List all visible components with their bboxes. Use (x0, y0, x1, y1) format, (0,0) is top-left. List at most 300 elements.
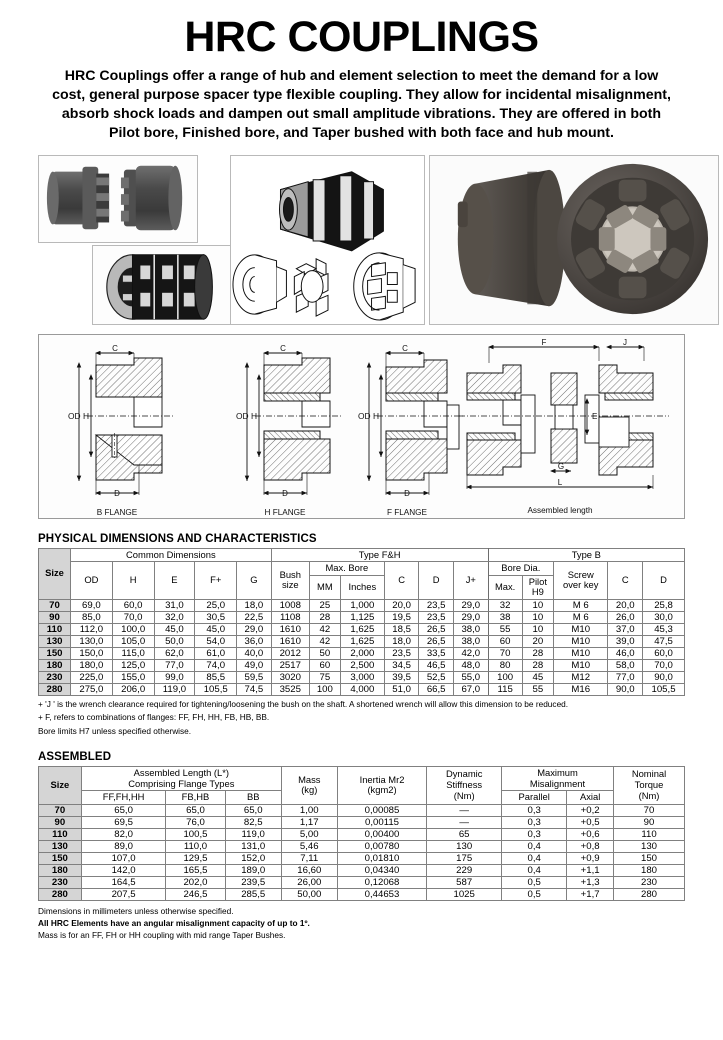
cell-torque: 230 (614, 876, 685, 888)
table-row (39, 635, 685, 647)
col-ffhh: FF,FH,HH (81, 791, 166, 805)
group-common-dimensions: Common Dimensions (71, 548, 272, 562)
col-dynamic-stiffness (427, 766, 502, 804)
cell-e: 50,0 (154, 635, 195, 647)
bush-size-line1: Bush (279, 568, 301, 580)
cell-stiff: — (427, 804, 502, 816)
cell-c: 18,5 (384, 623, 419, 635)
cell-bd: 25,8 (643, 599, 685, 611)
cell-bmax: 100 (488, 671, 522, 683)
svg-text:H FLANGE: H FLANGE (264, 507, 306, 517)
cell-fplus: 61,0 (195, 647, 237, 659)
cell-inertia: 0,00085 (337, 804, 427, 816)
cell-torque: 180 (614, 864, 685, 876)
cell-inches: 2,500 (340, 659, 384, 671)
cell-g: 29,0 (237, 623, 272, 635)
cell-parallel: 0,3 (502, 816, 567, 828)
cell-inertia: 0,44653 (337, 888, 427, 900)
svg-text:C: C (280, 343, 286, 353)
cell-bush: 2012 (271, 647, 309, 659)
cell-bush: 3020 (271, 671, 309, 683)
cell-ffhh: 164,5 (81, 876, 166, 888)
cell-e: 99,0 (154, 671, 195, 683)
stiff-line1: Dynamic (445, 768, 483, 780)
cell-fplus: 74,0 (195, 659, 237, 671)
cell-axial: +0,9 (567, 852, 614, 864)
hub-pair-photo (38, 155, 198, 243)
cell-pilot: 10 (522, 599, 553, 611)
cell-od: 275,0 (71, 683, 113, 695)
cell-bd: 60,0 (643, 647, 685, 659)
bush-size-line2: size (281, 579, 299, 591)
technical-drawings-panel (38, 334, 685, 519)
cell-stiff: — (427, 816, 502, 828)
footnote-j: + 'J ' is the wrench clearance required for tightening/loosening the bush on the shaft. A shortened wrench will allow this dimension to be reduced. (38, 698, 569, 709)
cell-fbhb: 76,0 (166, 816, 225, 828)
cell-inches: 4,000 (340, 683, 384, 695)
cell-inches: 1,625 (340, 623, 384, 635)
cell-bb: 285,5 (225, 888, 281, 900)
cell-d: 33,5 (419, 647, 454, 659)
col-fh-d: D (419, 562, 454, 600)
col-parallel: Parallel (502, 791, 567, 805)
cell-stiff: 130 (427, 840, 502, 852)
col-inches: Inches (340, 575, 384, 599)
cell-bd: 47,5 (643, 635, 685, 647)
cell-fbhb: 65,0 (166, 804, 225, 816)
mass-line2: (kg) (301, 784, 318, 796)
cell-parallel: 0,3 (502, 828, 567, 840)
cell-h: 125,0 (112, 659, 154, 671)
cell-pilot: 10 (522, 623, 553, 635)
svg-text:L: L (557, 477, 563, 487)
photo-strip (34, 153, 689, 328)
table-row (39, 864, 685, 876)
asm-length-line1: Assembled Length (L*) (133, 766, 229, 778)
cell-d: 26,5 (419, 635, 454, 647)
table-row (39, 623, 685, 635)
cell-parallel: 0,5 (502, 876, 567, 888)
cell-bb: 131,0 (225, 840, 281, 852)
footnote-f: + F, refers to combinations of flanges: FF, FH, HH, FB, HB, BB. (38, 712, 270, 723)
col-mass (281, 766, 337, 804)
cell-stiff: 229 (427, 864, 502, 876)
cell-parallel: 0,4 (502, 864, 567, 876)
cell-j: 67,0 (453, 683, 488, 695)
svg-text:C: C (112, 343, 118, 353)
svg-text:H: H (373, 410, 380, 421)
taper-bush-hub-photo (92, 245, 244, 325)
table-row (39, 647, 685, 659)
svg-text:G: G (557, 461, 565, 471)
cell-size: 280 (39, 888, 82, 900)
cell-bb: 189,0 (225, 864, 281, 876)
cell-g: 74,5 (237, 683, 272, 695)
cell-bb: 152,0 (225, 852, 281, 864)
cell-pilot: 28 (522, 659, 553, 671)
cell-d: 23,5 (419, 611, 454, 623)
table-row (39, 611, 685, 623)
cell-j: 42,0 (453, 647, 488, 659)
cell-screw: M 6 (554, 599, 608, 611)
cell-parallel: 0,5 (502, 888, 567, 900)
cell-c: 20,0 (384, 599, 419, 611)
col-j-plus: J+ (453, 562, 488, 600)
cell-bc: 77,0 (608, 671, 643, 683)
cell-size: 180 (39, 659, 71, 671)
cell-pilot: 45 (522, 671, 553, 683)
cell-size: 280 (39, 683, 71, 695)
cell-mm: 25 (309, 599, 340, 611)
assembled-table (38, 766, 685, 901)
page-title: HRC COUPLINGS (184, 13, 539, 61)
col-g: G (237, 562, 272, 600)
cell-axial: +0,6 (567, 828, 614, 840)
cell-mass: 1,00 (281, 804, 337, 816)
cell-inertia: 0,00115 (337, 816, 427, 828)
footnote-bore: Bore limits H7 unless specified otherwise. (38, 726, 192, 737)
svg-text:C: C (402, 343, 408, 353)
table-row (39, 659, 685, 671)
cell-h: 70,0 (112, 611, 154, 623)
cell-bc: 90,0 (608, 683, 643, 695)
physical-dimensions-table (38, 548, 685, 696)
cell-bush: 3525 (271, 683, 309, 695)
cell-mm: 100 (309, 683, 340, 695)
cell-fbhb: 129,5 (166, 852, 225, 864)
cell-fbhb: 110,0 (166, 840, 225, 852)
cell-torque: 110 (614, 828, 685, 840)
col-od: OD (71, 562, 113, 600)
cell-mass: 7,11 (281, 852, 337, 864)
cell-ffhh: 82,0 (81, 828, 166, 840)
cell-ffhh: 142,0 (81, 864, 166, 876)
cell-screw: M10 (554, 635, 608, 647)
cell-od: 180,0 (71, 659, 113, 671)
svg-text:OD: OD (358, 410, 371, 421)
cell-mm: 28 (309, 611, 340, 623)
cell-bd: 70,0 (643, 659, 685, 671)
cell-inertia: 0,04340 (337, 864, 427, 876)
cell-bmax: 70 (488, 647, 522, 659)
cell-pilot: 10 (522, 611, 553, 623)
svg-text:H: H (251, 410, 258, 421)
cell-size: 90 (39, 816, 82, 828)
cell-j: 55,0 (453, 671, 488, 683)
cell-h: 100,0 (112, 623, 154, 635)
table-row (39, 683, 685, 695)
cell-inertia: 0,00400 (337, 828, 427, 840)
svg-text:B FLANGE: B FLANGE (96, 507, 138, 517)
footnote-angular: All HRC Elements have an angular misalignment capacity of up to 1º. (38, 917, 310, 928)
cell-pilot: 28 (522, 647, 553, 659)
col-b-d: D (643, 562, 685, 600)
cell-stiff: 175 (427, 852, 502, 864)
physical-table-body (39, 599, 685, 695)
cell-mm: 60 (309, 659, 340, 671)
cell-stiff: 65 (427, 828, 502, 840)
cell-bc: 46,0 (608, 647, 643, 659)
table-row (39, 599, 685, 611)
group-type-b: Type B (488, 548, 684, 562)
cell-inches: 2,000 (340, 647, 384, 659)
cell-bmax: 38 (488, 611, 522, 623)
cell-bd: 90,0 (643, 671, 685, 683)
cell-d: 26,5 (419, 623, 454, 635)
col-f-plus: F+ (195, 562, 237, 600)
cell-g: 22,5 (237, 611, 272, 623)
misalign-line1: Maximum (537, 766, 578, 778)
group-type-fh: Type F&H (271, 548, 488, 562)
cell-g: 49,0 (237, 659, 272, 671)
cell-j: 38,0 (453, 623, 488, 635)
cell-d: 46,5 (419, 659, 454, 671)
cell-bd: 30,0 (643, 611, 685, 623)
cell-od: 112,0 (71, 623, 113, 635)
cell-od: 130,0 (71, 635, 113, 647)
col-mm: MM (309, 575, 340, 599)
cell-bc: 39,0 (608, 635, 643, 647)
col-screw-over-key (554, 562, 608, 600)
cell-inches: 1,625 (340, 635, 384, 647)
exploded-assembly-diagram (230, 155, 425, 325)
cell-od: 85,0 (71, 611, 113, 623)
cell-torque: 70 (614, 804, 685, 816)
col-bush-size (271, 562, 309, 600)
cell-torque: 130 (614, 840, 685, 852)
cell-od: 150,0 (71, 647, 113, 659)
cell-size: 230 (39, 876, 82, 888)
svg-text:J: J (623, 337, 627, 347)
cell-ffhh: 107,0 (81, 852, 166, 864)
cell-e: 45,0 (154, 623, 195, 635)
col-fh-c: C (384, 562, 419, 600)
svg-text:D: D (404, 488, 410, 498)
cell-h: 105,0 (112, 635, 154, 647)
col-pilot-h9 (522, 575, 553, 599)
cell-axial: +1,7 (567, 888, 614, 900)
cell-size: 70 (39, 804, 82, 816)
cell-c: 19,5 (384, 611, 419, 623)
table-row (39, 816, 685, 828)
cell-j: 38,0 (453, 635, 488, 647)
cell-fplus: 45,0 (195, 623, 237, 635)
table-row (39, 804, 685, 816)
assembled-footnotes (38, 905, 685, 941)
col-nominal-torque (614, 766, 685, 804)
svg-text:D: D (114, 488, 120, 498)
table-row (39, 888, 685, 900)
svg-text:F FLANGE: F FLANGE (386, 507, 428, 517)
cell-bmax: 80 (488, 659, 522, 671)
cell-ffhh: 65,0 (81, 804, 166, 816)
cell-j: 29,0 (453, 599, 488, 611)
cell-mass: 5,46 (281, 840, 337, 852)
cell-size: 110 (39, 828, 82, 840)
physical-footnotes (38, 699, 685, 738)
cell-mm: 42 (309, 635, 340, 647)
cell-size: 130 (39, 840, 82, 852)
cell-size: 150 (39, 647, 71, 659)
cell-ffhh: 89,0 (81, 840, 166, 852)
cell-h: 206,0 (112, 683, 154, 695)
cell-screw: M16 (554, 683, 608, 695)
cell-od: 225,0 (71, 671, 113, 683)
cell-bd: 45,3 (643, 623, 685, 635)
col-bore-max: Max. (488, 575, 522, 599)
col-h: H (112, 562, 154, 600)
group-max-misalignment (502, 766, 614, 790)
pilot-line1: Pilot (528, 575, 547, 587)
cell-g: 59,5 (237, 671, 272, 683)
stiff-line2: Stiffness (446, 779, 483, 790)
cell-d: 66,5 (419, 683, 454, 695)
col-b-c: C (608, 562, 643, 600)
group-max-bore: Max. Bore (309, 562, 384, 576)
cell-mass: 26,00 (281, 876, 337, 888)
footnote-dimensions: Dimensions in millimeters unless otherwise specified. (38, 905, 234, 916)
svg-text:F: F (541, 337, 547, 347)
misalign-line2: Misalignment (529, 777, 586, 789)
footnote-mass: Mass is for an FF, FH or HH coupling with mid range Taper Bushes. (38, 929, 286, 940)
cell-fbhb: 100,5 (166, 828, 225, 840)
cell-h: 115,0 (112, 647, 154, 659)
cell-fplus: 30,5 (195, 611, 237, 623)
cell-axial: +0,5 (567, 816, 614, 828)
svg-text:H: H (83, 410, 90, 421)
cell-bmax: 32 (488, 599, 522, 611)
cell-torque: 90 (614, 816, 685, 828)
cell-mm: 42 (309, 623, 340, 635)
cell-size: 90 (39, 611, 71, 623)
svg-text:OD: OD (236, 410, 249, 421)
cell-torque: 150 (614, 852, 685, 864)
cell-inches: 1,000 (340, 599, 384, 611)
cell-screw: M10 (554, 623, 608, 635)
torque-line2: Torque (634, 779, 664, 790)
cell-bc: 20,0 (608, 599, 643, 611)
cell-screw: M 6 (554, 611, 608, 623)
svg-text:Assembled length: Assembled length (527, 505, 593, 515)
cell-axial: +0,2 (567, 804, 614, 816)
cell-torque: 280 (614, 888, 685, 900)
header-row-sub (39, 562, 685, 576)
cell-size: 230 (39, 671, 71, 683)
inertia-line2: (kgm2) (367, 784, 397, 796)
group-assembled-length (81, 766, 281, 790)
cell-bb: 65,0 (225, 804, 281, 816)
cell-bush: 2517 (271, 659, 309, 671)
col-size: Size (39, 548, 71, 599)
cell-e: 32,0 (154, 611, 195, 623)
cell-bb: 82,5 (225, 816, 281, 828)
datasheet-page (0, 13, 723, 1040)
cell-parallel: 0,4 (502, 852, 567, 864)
cell-inertia: 0,01810 (337, 852, 427, 864)
cell-c: 23,5 (384, 647, 419, 659)
cell-mass: 5,00 (281, 828, 337, 840)
cell-mass: 16,60 (281, 864, 337, 876)
cell-inertia: 0,12068 (337, 876, 427, 888)
cell-fplus: 54,0 (195, 635, 237, 647)
asm-length-line2: Comprising Flange Types (128, 777, 235, 789)
cell-stiff: 1025 (427, 888, 502, 900)
cell-pilot: 20 (522, 635, 553, 647)
cell-bc: 26,0 (608, 611, 643, 623)
cell-size: 70 (39, 599, 71, 611)
table-row (39, 828, 685, 840)
assembled-section-heading: ASSEMBLED (38, 750, 112, 763)
screw-line2: over key (563, 579, 599, 591)
col-bb: BB (225, 791, 281, 805)
cell-bush: 1610 (271, 623, 309, 635)
intro-paragraph: HRC Couplings offer a range of hub and element selection to meet the demand for a low cost, general purpose spacer type flexible coupling. They allow for incidental misalignment, absorb shock loads and dampen out small amplitude vibrations. They are offered in both Pilot bore, Finished bore, and Taper bushed with both face and hub mount. (52, 68, 671, 141)
cell-h: 155,0 (112, 671, 154, 683)
cell-pilot: 55 (522, 683, 553, 695)
cell-bc: 37,0 (608, 623, 643, 635)
cell-d: 52,5 (419, 671, 454, 683)
col-fbhb: FB,HB (166, 791, 225, 805)
torque-line3: (Nm) (638, 789, 660, 801)
cell-bmax: 55 (488, 623, 522, 635)
cell-axial: +1,3 (567, 876, 614, 888)
cell-j: 48,0 (453, 659, 488, 671)
cell-stiff: 587 (427, 876, 502, 888)
cell-fbhb: 165,5 (166, 864, 225, 876)
col-asm-size: Size (39, 766, 82, 804)
cell-axial: +0,8 (567, 840, 614, 852)
table-row (39, 876, 685, 888)
cell-bd: 105,5 (643, 683, 685, 695)
cell-e: 119,0 (154, 683, 195, 695)
cell-e: 31,0 (154, 599, 195, 611)
cell-d: 23,5 (419, 599, 454, 611)
cell-g: 36,0 (237, 635, 272, 647)
cell-c: 39,5 (384, 671, 419, 683)
cell-g: 40,0 (237, 647, 272, 659)
cell-size: 150 (39, 852, 82, 864)
cell-fbhb: 246,5 (166, 888, 225, 900)
cell-mm: 75 (309, 671, 340, 683)
cell-fplus: 25,0 (195, 599, 237, 611)
table-row (39, 840, 685, 852)
cell-screw: M10 (554, 647, 608, 659)
cell-e: 62,0 (154, 647, 195, 659)
assembled-header-groups (39, 766, 685, 790)
cell-ffhh: 69,5 (81, 816, 166, 828)
cell-bb: 119,0 (225, 828, 281, 840)
cell-fplus: 105,5 (195, 683, 237, 695)
svg-text:D: D (282, 488, 288, 498)
group-bore-dia: Bore Dia. (488, 562, 553, 576)
mass-line1: Mass (298, 773, 321, 785)
cell-c: 34,5 (384, 659, 419, 671)
svg-text:E: E (592, 411, 598, 421)
cell-h: 60,0 (112, 599, 154, 611)
stiff-line3: (Nm) (453, 789, 475, 801)
cell-bb: 239,5 (225, 876, 281, 888)
cell-fbhb: 202,0 (166, 876, 225, 888)
assembled-coupling-photo (429, 155, 719, 325)
pilot-line2: H9 (531, 586, 544, 598)
cell-screw: M10 (554, 659, 608, 671)
cell-inertia: 0,00780 (337, 840, 427, 852)
cell-bush: 1610 (271, 635, 309, 647)
svg-text:OD: OD (68, 410, 81, 421)
inertia-line1: Inertia Mr2 (359, 773, 405, 785)
cell-c: 51,0 (384, 683, 419, 695)
col-e: E (154, 562, 195, 600)
